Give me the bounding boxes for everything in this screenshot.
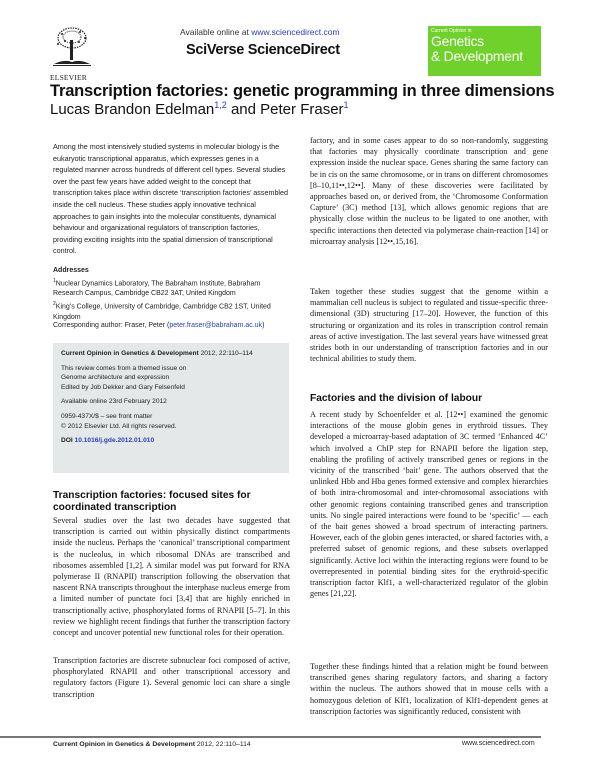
section-heading: Factories and the division of labour [310, 393, 483, 404]
article-title: Transcription factories: genetic programming in three dimensions [50, 82, 555, 100]
author-affiliation-link[interactable]: 1 [343, 100, 349, 110]
publisher-wordmark: ELSEVIER [50, 73, 88, 82]
journal-logo-small: Current Opinion in [431, 28, 472, 34]
editors: Edited by Job Dekker and Gary Felsenfeld [61, 383, 185, 391]
author-list [50, 101, 349, 118]
platform-name: SciVerse ScienceDirect [186, 42, 340, 58]
sciencedirect-link[interactable]: www.sciencedirect.com [251, 27, 340, 37]
journal-logo-line2: & Development [431, 48, 523, 64]
footer-rule [0, 736, 541, 738]
author-affiliation-link[interactable]: 1,2 [214, 100, 227, 110]
issn: 0959-437X/$ – see front matter [61, 412, 153, 420]
elsevier-logo [50, 26, 94, 82]
doi-link[interactable]: 10.1016/j.gde.2012.01.010 [74, 437, 155, 445]
body-paragraph: Transcription factories are discrete subnuclear foci composed of active, phosphorylated RNAPII and other transcriptional accessory and regulatory factors (Figure 1). Several genomic loci can share a single transcription [53, 656, 290, 699]
elsevier-tree-icon [50, 26, 94, 68]
corresponding-author: Corresponding author: Fraser, Peter (peter.fraser@babraham.ac.uk) [53, 322, 265, 329]
available-online [180, 27, 340, 37]
journal-logo [428, 26, 541, 76]
abstract: Among the most intensively studied systems in molecular biology is the eukaryotic transcriptional apparatus, which expresses genes in a regulated manner across hundreds of different cell types. Several studies over the past few years have added weight to the concept that transcription takes place within discrete ‘transcription factories’ assembled inside the cell nucleus. These studies apply innovative technical approaches to gain insights into the molecular constituents, dynamical behaviour and organizational regulators of transcription factories, providing exciting insights into the spatial dimension of transcriptional control. [53, 142, 289, 256]
author-name: Peter Fraser [260, 101, 344, 118]
journal-citation: Current Opinion in Genetics & Development 2012, 22:110–114 [61, 350, 253, 357]
footer-citation: Current Opinion in Genetics & Development 2012, 22:110–114 [53, 741, 251, 748]
article-info-box [53, 343, 289, 473]
section-heading: Transcription factories: focused sites for coordinated transcription [53, 490, 251, 513]
body-paragraph: Together these findings hinted that a relation might be found between transcribed genes sharing regulatory factors, and sharing a factory within the nucleus. The authors showed that in mouse cells with a homozygous deletion of Klf1, localization of Klf1-dependent genes at transcription factories was significantly reduced, consistent with [310, 662, 548, 716]
address-item: $^2$King’s College, University of Cambridge, Cambridge CB2 1ST, United Kingdom [53, 301, 271, 321]
body-paragraph: Several studies over the last two decades have suggested that transcription is carried out within physically distinct compartments inside the nucleus. Perhaps the ‘canonical’ transcriptional compartment is the nucleolus, in which ribosomal DNAs are transcribed and ribosomes assembled [1,2]. A similar model was put forward for RNA polymerase II (RNAPII) transcription following the observation that nascent RNA transcripts throughout the interphase nucleus emerge from a limited number of punctate foci [3,4] that are highly enriched in transcriptionally active, phosphorylated forms of RNAPII [5–7]. In this review we highlight recent findings that further the transcription factory concept and uncover potential new functional roles for their operation. [53, 516, 290, 638]
doi: DOI 10.1016/j.gde.2012.01.010 [61, 437, 155, 445]
journal-logo-line1: Genetics [431, 33, 484, 49]
author-email-link[interactable]: peter.fraser@babraham.ac.uk [169, 322, 263, 329]
address-item: $^1$Nuclear Dynamics Laboratory, The Babraham Institute, Babraham Research Campus, Cambridge CB22 3AT, United Kingdom [53, 278, 261, 298]
author-name: Lucas Brandon Edelman [50, 101, 215, 118]
body-paragraph: factory, and in some cases appear to do so non-randomly, suggesting that factories may physically coordinate transcription and gene expression inside the nuclear space. Genes sharing the same factory can be in cis on the same chromosome, or in trans on different chromosomes [8–10,11••,12••]. Many of these discoveries were facilitated by approaches based on, or derived from, the ‘Chromosome Conformation Capture’ (3C) method [13], which allows genomic regions that are physically close within the nucleus to be ligated to one another, with specific interactions then detected via polymerase chain-reaction [14] or microarray analysis [12••,15,16]. [310, 136, 548, 246]
themed-issue-title: Genome architecture and expression [61, 374, 170, 382]
addresses [53, 266, 290, 323]
copyright: © 2012 Elsevier Ltd. All rights reserved. [61, 422, 177, 430]
available-date: Available online 23rd February 2012 [61, 398, 167, 406]
author-connector: and [226, 101, 261, 118]
body-paragraph: Taken together these studies suggest that the genome within a mammalian cell nucleus is subject to regulated and tissue-specific three-dimensional (3D) structuring [17–20]. However, the function of this structuring or organization and its roles in transcription control remain areas of active investigation. The last several years have witnessed great strides both in our understanding of transcription factories and in our technical abilities to study them. [310, 287, 548, 364]
addresses-heading: Addresses [53, 267, 89, 274]
footer-site: www.sciencedirect.com [462, 740, 535, 747]
body-paragraph: A recent study by Schoenfelder et al. [12••] examined the genomic interactions of the mouse globin genes in erythroid tissues. They developed a microarray-based adaptation of 3C termed ‘Enhanced 4C’ which involved a ChIP step for RNAPII before the ligation step, enabling the profiling of actively transcribed genes or regions in the vicinity of the transcribed ‘bait’ gene. The authors observed that the unlinked Hbb and Hba genes formed extensive and complex hierarchies of both intra-chromosomal and inter-chromosomal associations with other genomic regions containing transcribed genes and transcription units. No single paired interactions were found to be ‘specific’ — each of the bait genes showed a broad spectrum of interacting partners. However, each of the globin genes interacted, or shared factories with, a preferred subset of genomic regions, and these subsets overlapped significantly. Active loci within the interacting regions were found to be overrepresented in potential binding sites for the erythroid-specific transcription factor Klf1, a well-characterized regulator of the globin genes [21,22]. [310, 410, 548, 599]
themed-issue: This review comes from a themed issue on [61, 364, 187, 372]
available-online-prefix: Available online at [180, 27, 252, 37]
